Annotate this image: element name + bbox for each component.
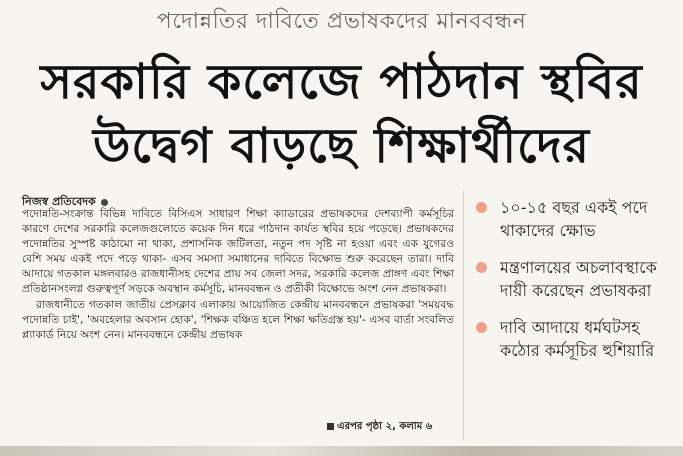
- column-divider: [463, 190, 464, 440]
- highlights-column: [470, 196, 680, 376]
- highlight-text: ১০-১৫ বছর একই পদে থাকাদের ক্ষোভ: [500, 198, 648, 240]
- bullet-dot-icon: [476, 202, 487, 213]
- continuation-text: এরপর পৃষ্ঠা ২, কলাম ৬: [337, 421, 433, 432]
- highlight-item: [470, 316, 680, 362]
- article-paragraph-2: রাজধানীতে গতকাল জাতীয় প্রেসক্লাব এলাকায় আয়োজিত কেন্দ্রীয় মানববন্ধনে প্রভাষকরা 'সময়বদ্ধ পদোন্নতি চাই', 'অবহেলার অবসান হোক', 'শিক্ষক বঞ্চিত হলে শিক্ষা ক্ষতিগ্রস্ত হয়'- এসব বার্তা সংবলিত প্ল্যাকার্ড নিয়ে অংশ নেন। মানববন্ধনে কেন্দ্রীয় প্রভাষক: [22, 298, 454, 341]
- article-body: [22, 207, 454, 343]
- article-paragraph-1: পদোন্নতি-সংক্রান্ত বিভিন্ন দাবিতে বিসিএস সাধারণ শিক্ষা ক্যাডারের প্রভাষকদের দেশব্যাপী কর্মসূচির কারণে দেশের সরকারি কলেজগুলোতে কয়েক দিন ধরে পাঠদান কার্যত স্থবির হয়ে পড়েছে। প্রভাষকদের পদোন্নতির সুস্পষ্ট কাঠামো না থাকা, প্রশাসনিক জটিলতা, নতুন পদ সৃষ্টি না হওয়া এবং এক যুগেরও বেশি সময় একই পদে পড়ে থাকা- এসব সমস্যা সমাধানের দাবিতে বিক্ষোভ শুরু করেছেন তারা। দাবি আদায়ে গতকাল মঙ্গলবারও রাজধানীসহ দেশের প্রায় সব জেলা সদর, সরকারি কলেজ প্রাঙ্গণ এবং শিক্ষা প্রতিষ্ঠানসংলগ্ন গুরুত্বপূর্ণ সড়কে অবস্থান কর্মসূচি, মানববন্ধন ও প্রতীকী বিক্ষোভে অংশ নেন প্রভাষকরা।: [22, 208, 454, 296]
- highlight-item: [470, 196, 680, 242]
- continuation-note: [327, 419, 432, 436]
- byline-dot-icon: [101, 199, 108, 206]
- highlight-text: দাবি আদায়ে ধর্মঘটসহ কঠোর কর্মসূচির হুশিয়ারি: [500, 318, 655, 360]
- headline-line-1: সরকারি কলেজে পাঠদান স্থবির: [40, 54, 643, 110]
- highlight-text: মন্ত্রণালয়ের অচলাবস্থাকে দায়ী করেছেন প্রভাষকরা: [500, 258, 657, 300]
- byline-text: নিজস্ব প্রতিবেদক: [22, 195, 96, 208]
- kicker-headline: পদোন্নতির দাবিতে প্রভাষকদের মানববন্ধন: [156, 9, 527, 34]
- photo-strip: [0, 446, 683, 456]
- headline-line-2: উদ্বেগ বাড়ছে শিক্ষার্থীদের: [92, 118, 591, 174]
- bullet-dot-icon: [476, 262, 487, 273]
- square-marker-icon: [327, 423, 334, 430]
- bullet-dot-icon: [476, 322, 487, 333]
- highlight-item: [470, 256, 680, 302]
